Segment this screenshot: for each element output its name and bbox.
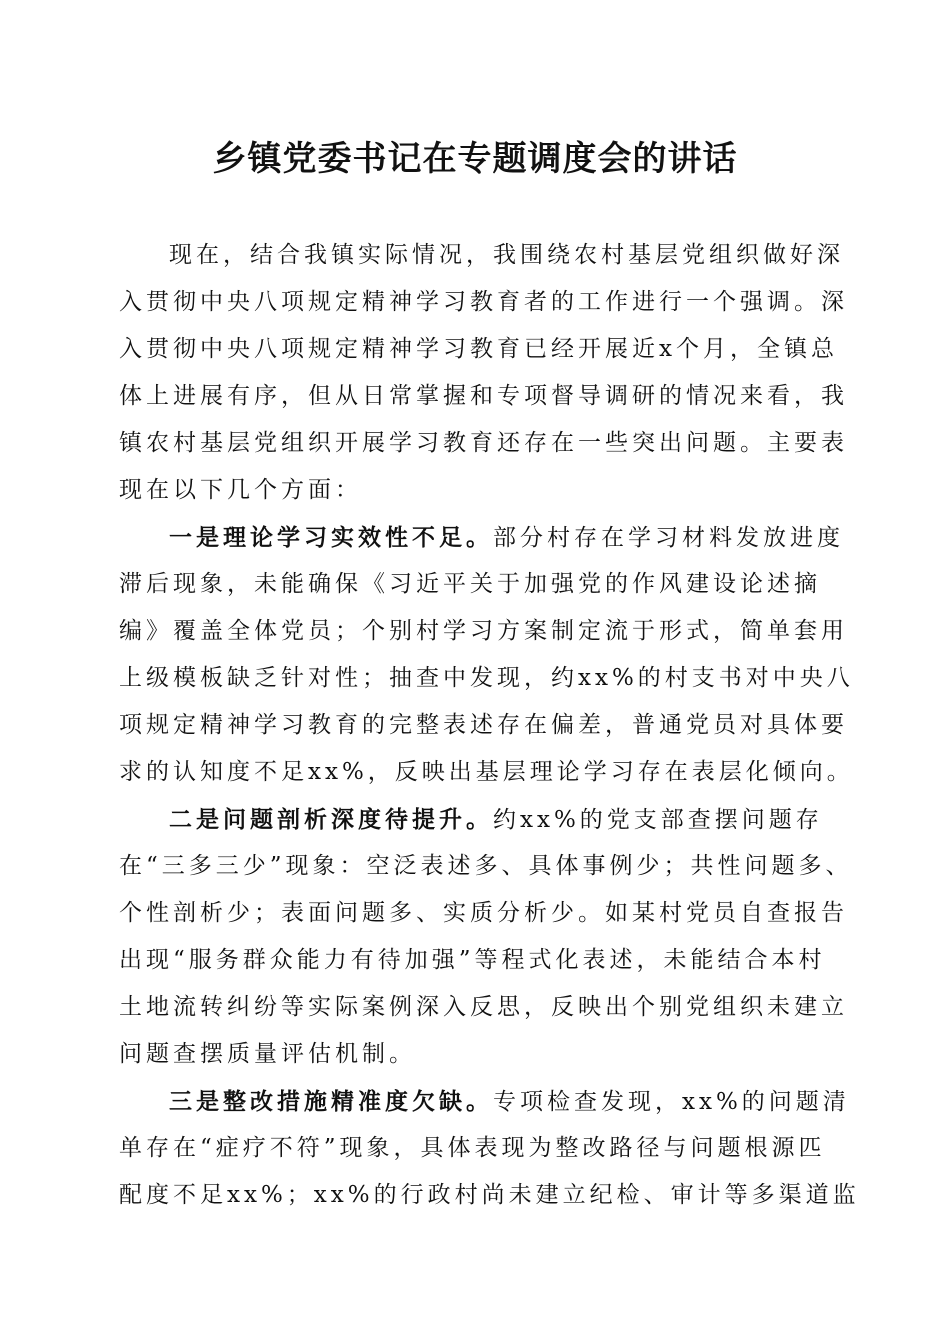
paragraph-line: 镇农村基层党组织开展学习教育还存在一些突出问题。主要表 — [119, 430, 848, 456]
document-body — [119, 232, 860, 1219]
paragraph-line: 出现“服务群众能力有待加强”等程式化表述，未能结合本村 — [119, 947, 826, 973]
paragraph-line: 滞后现象，未能确保《习近平关于加强党的作风建设论述摘 — [119, 571, 821, 597]
paragraph-line: 单存在“症疗不符”现象，具体表现为整改路径与问题根源匹 — [119, 1135, 826, 1161]
document-title: 乡镇党委书记在专题调度会的讲话 — [212, 139, 738, 179]
paragraph-line: 现在，结合我镇实际情况，我围绕农村基层党组织做好深 — [169, 242, 844, 268]
paragraph-line: 入贯彻中央八项规定精神学习教育者的工作进行一个强调。深 — [119, 289, 848, 315]
point-heading: 一是理论学习实效性不足。 — [169, 524, 493, 551]
paragraph-line: 部分村存在学习材料发放进度 — [493, 525, 844, 551]
paragraph-intro — [119, 232, 848, 514]
paragraph-line: 约xx%的党支部查摆问题存 — [493, 807, 823, 833]
paragraph-line: 编》覆盖全体党员；个别村学习方案制定流于形式，简单套用 — [119, 618, 848, 644]
paragraph-first-line — [119, 1078, 850, 1125]
paragraph-line: 专项检查发现，xx%的问题清 — [493, 1089, 850, 1115]
paragraph-first-line — [119, 796, 837, 843]
paragraph-point-three — [119, 1078, 860, 1219]
paragraph-line: 个性剖析少；表面问题多、实质分析少。如某村党员自查报告 — [119, 900, 848, 926]
paragraph-line: 项规定精神学习教育的完整表述存在偏差，普通党员对具体要 — [119, 712, 848, 738]
paragraph-point-two — [119, 796, 853, 1078]
paragraph-first-line — [119, 514, 844, 561]
paragraph-line: 配度不足xx%；xx%的行政村尚未建立纪检、审计等多渠道监 — [119, 1182, 860, 1208]
paragraph-point-one — [119, 514, 854, 796]
point-heading: 二是问题剖析深度待提升。 — [169, 806, 493, 833]
paragraph-line: 求的认知度不足xx%，反映出基层理论学习存在表层化倾向。 — [119, 759, 854, 785]
paragraph-line: 入贯彻中央八项规定精神学习教育已经开展近x个月，全镇总 — [119, 336, 838, 362]
paragraph-line: 在“三多三少”现象：空泛表述多、具体事例少；共性问题多、 — [119, 853, 853, 879]
paragraph-line: 上级模板缺乏针对性；抽查中发现，约xx%的村支书对中央八 — [119, 665, 854, 691]
paragraph-line: 土地流转纠纷等实际案例深入反思，反映出个别党组织未建立 — [119, 994, 848, 1020]
point-heading: 三是整改措施精准度欠缺。 — [169, 1088, 493, 1115]
paragraph-line: 现在以下几个方面： — [119, 477, 362, 503]
paragraph-line: 问题查摆质量评估机制。 — [119, 1041, 416, 1067]
paragraph-line: 体上进展有序，但从日常掌握和专项督导调研的情况来看，我 — [119, 383, 848, 409]
